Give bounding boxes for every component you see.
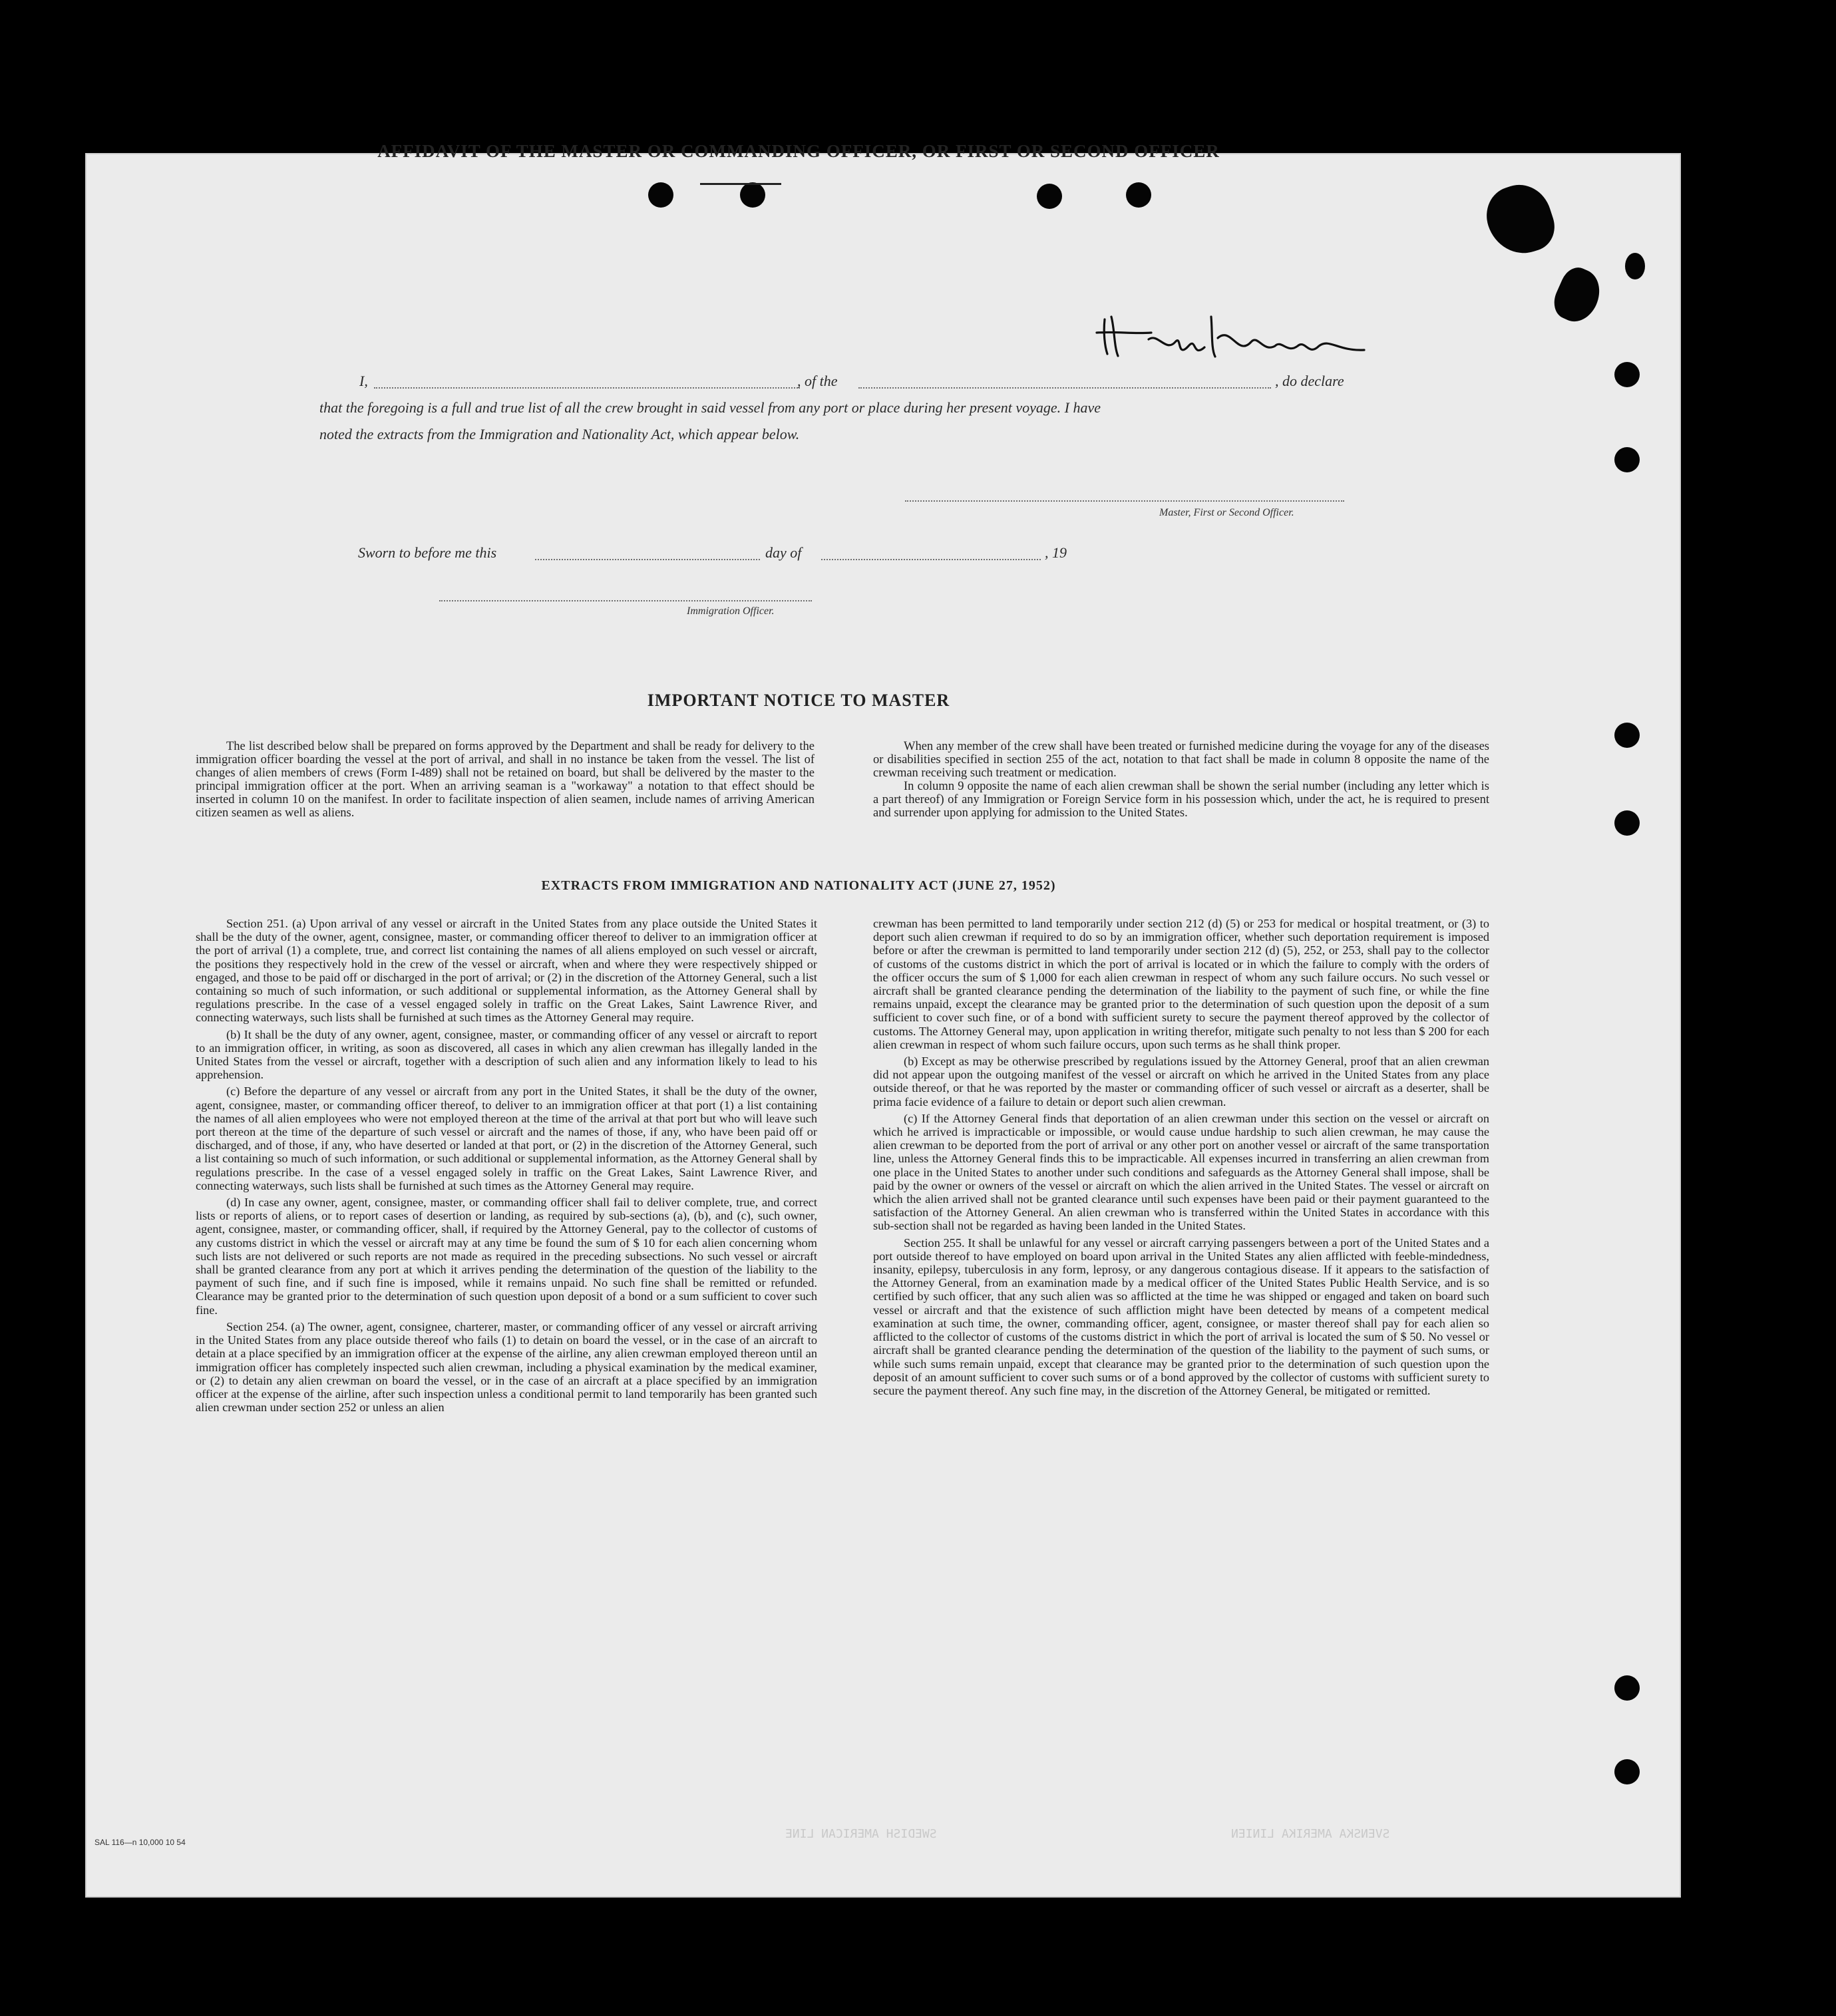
sworn-label: Sworn to before me this: [358, 544, 497, 561]
punch-hole: [1614, 723, 1640, 748]
punch-hole: [740, 182, 765, 208]
punch-hole: [1614, 362, 1640, 387]
notice-paragraph: The list described below shall be prepared on forms approved by the Department and shall be ready for delivery to the immigration officer boarding the vessel at the port of arrival, and shall in no instance be taken from the vessel. The list of changes of alien members of crews (Form I-489) shall not be retained on board, but shall be delivered by the master to the principal immigration officer at the port. When an arriving seaman is a "workaway" a notation to that effect should be inserted in column 10 on the manifest. In order to facilitate inspection of alien seamen, include names of arriving American citizen seamen as well as aliens.: [196, 740, 815, 820]
form-code: SAL 116—n 10,000 10 54: [94, 1838, 186, 1847]
bleed-through-text: SVENSKA AMERIKA LINIEN: [1231, 1827, 1390, 1841]
section-paragraph: crewman has been permitted to land temporarily under section 212 (d) (5) or 253 for medical or hospital treatment, or (3) to deport such alien crewman if required to do so by an immigration officer, whether such deportation requirement is imposed before or after the crewman is permitted to land temporarily under section 212 (d) (5), 252, or 253, shall pay to the collector of customs of the customs district in which the port of arrival is located or in which the failure to comply with the orders of the officer occurs the sum of $ 1,000 for each alien crewman in respect of whom any such failure occurs. No such vessel or aircraft shall be granted clearance pending the determination of the liability to the payment of such fine, or while the fine remains unpaid, except the clearance may be granted prior to the determination of such question upon the deposit of a sum sufficient to cover such fine, or of a bond with sufficient surety to secure the payment thereof approved by the collector of customs. The Attorney General may, upon application in writing therefor, mitigate such penalty to not less than $ 200 for each alien crewman in respect of whom such failure occurs, upon such terms as he shall think proper.: [873, 917, 1489, 1051]
bleed-through-text: SWEDISH AMERICAN LINE: [785, 1827, 937, 1841]
punch-hole: [1614, 1759, 1640, 1784]
signer-caption: Master, First or Second Officer.: [1159, 507, 1294, 518]
notice-paragraph: When any member of the crew shall have been treated or furnished medicine during the voyage for any of the diseases or disabilities specified in section 255 of the act, notation to that fact shall be made in column 8 opposite the name of the crewman receiving such treatment or medication.: [873, 740, 1489, 780]
section-paragraph: (b) It shall be the duty of any owner, agent, consignee, master, or commanding officer of any vessel or aircraft to report to an immigration officer, in writing, as soon as discovered, all cases in which any alien crewman has illegally landed in the United States from the vessel or aircraft, together with a description of such alien and any information likely to lead to his apprehension.: [196, 1027, 817, 1082]
title-underline: [700, 183, 781, 185]
affidavit-statement-line: noted the extracts from the Immigration and Nationality Act, which appear below.: [319, 426, 800, 442]
extracts-title: EXTRACTS FROM IMMIGRATION AND NATIONALITY ACT (JUNE 27, 1952): [541, 878, 1056, 893]
affidavit-title: AFFIDAVIT OF THE MASTER OR COMMANDING OFFICER, OR FIRST OR SECOND OFFICER: [377, 141, 1220, 161]
day-of-label: day of: [765, 544, 802, 561]
affidavit-statement-line: that the foregoing is a full and true list of all the crew brought in said vessel from any port or place during her present voyage. I have: [319, 399, 1101, 416]
section-paragraph: Section 251. (a) Upon arrival of any vessel or aircraft in the United States from any place outside the United States it shall be the duty of the owner, agent, consignee, master, or commanding officer thereof to deliver to an immigration officer at the port of arrival (1) a complete, true, and correct list containing the names of all aliens employed on such vessel or aircraft, the positions they respectively hold in the crew of the vessel or aircraft, when and where they were respectively shipped or engaged, and those to be paid off or discharged in the port of arrival; or (2) in the discretion of the Attorney General, such a list containing so much of such information, or such additional or supplemental information, as the Attorney General shall by regulations prescribe. In the case of a vessel engaged solely in traffic on the Great Lakes, Saint Lawrence River, and connecting waterways, such lists shall be furnished at such times as the Attorney General may require.: [196, 917, 817, 1025]
officer-signature-line: [439, 600, 812, 601]
name-blank: [374, 387, 800, 389]
punch-hole: [1037, 184, 1062, 209]
year-label: , 19: [1045, 544, 1067, 561]
notice-paragraph: In column 9 opposite the name of each alien crewman shall be shown the serial number (including any letter which is a part thereof) of any Immigration or Foreign Service form in his possession which, under the act, he is required to present and surrender upon applying for admission to the United States.: [873, 780, 1489, 820]
master-signature: [1018, 293, 1377, 373]
ink-blot: [1625, 253, 1645, 279]
section-paragraph: (c) If the Attorney General finds that deportation of an alien crewman under this section on the vessel or aircraft on which he arrived is impracticable or impossible, or would cause undue hardship to such alien crewman, he may cause the alien crewman to be deported from the port of arrival or any other port on another vessel or aircraft of the same transportation line, unless the Attorney General finds this to be impracticable. All expenses incurred in transferring an alien crewman from one place in the United States to another under such conditions and safeguards as the Attorney General shall impose, shall be paid by the owner or owners of the vessel or aircraft on which the alien arrived in the United States. The vessel or aircraft on which the alien arrived shall not be granted clearance until such expenses have been paid or their payment guaranteed to the satisfaction of the Attorney General. An alien crewman who is transferred within the United States in accordance with this sub-section shall not be regarded as having been landed in the United States.: [873, 1111, 1489, 1233]
notice-right-column: [873, 740, 1489, 820]
section-paragraph: (c) Before the departure of any vessel or aircraft from any port in the United States, it shall be the duty of the owner, agent, consignee, master, or commanding officer thereof, to deliver to an immigration officer at that port (1) a list containing the names of all alien employees who were not employed thereon at the time of the arrival at that port but who will leave such port thereon at the time of the departure of such vessel or aircraft and the names of those, if any, who have been paid off or discharged, and of those, if any, who have deserted or landed at that port, or (2) in the discretion of the Attorney General, such a list containing so much of such information, or such additional or supplemental information, as the Attorney General shall by regulations prescribe. In the case of a vessel engaged solely in traffic on the Great Lakes, Saint Lawrence River, and connecting waterways, such lists shall be furnished at such times as the Attorney General may require.: [196, 1085, 817, 1192]
section-paragraph: (b) Except as may be otherwise prescribed by regulations issued by the Attorney General, proof that an alien crewman did not appear upon the outgoing manifest of the vessel or aircraft on which he arrived in the United States from any place outside thereof, or that he was reported by the master or commanding officer of such vessel or aircraft as a deserter, shall be prima facie evidence of a failure to detain or deport such alien crewman.: [873, 1055, 1489, 1108]
signature-line: [905, 500, 1344, 502]
notice-left-column: [196, 740, 815, 820]
sworn-month-blank: [821, 559, 1041, 560]
affidavit-declare-label: , do declare: [1275, 373, 1344, 389]
punch-hole: [1614, 447, 1640, 472]
extracts-left-column: [196, 917, 817, 1417]
section-paragraph: Section 255. It shall be unlawful for any vessel or aircraft carrying passengers between a port of the United States and a port outside thereof to have employed on board upon arrival in the United States any alien afflicted with feeble-mindedness, insanity, epilepsy, tuberculosis in any form, leprosy, or any dangerous contagious disease. If it appears to the satisfaction of the Attorney General, from an examination made by a medical officer of the United States Public Health Service, and is so certified by such officer, that any such alien was so afflicted at the time he was shipped or engaged and taken on board such vessel or aircraft and that the existence of such affliction might have been detected by means of a competent medical examination at such time, the owner, commanding officer, agent, consignee, or master thereof shall pay for each alien so afflicted to the collector of customs of the customs district in which the port of arrival is located the sum of $ 50. No vessel or aircraft shall be granted clearance pending the determination of the question of the liability to the payment of such sums, or while such sums remain unpaid, except that clearance may be granted prior to the determination of such question upon the deposit of an amount sufficient to cover such sums or of a bond approved by the collector of customs with sufficient surety to secure the payment thereof. Any such fine may, in the discretion of the Attorney General, be mitigated or remitted.: [873, 1236, 1489, 1397]
extracts-right-column: [873, 917, 1489, 1401]
punch-hole: [1126, 182, 1151, 208]
section-paragraph: Section 254. (a) The owner, agent, consignee, charterer, master, or commanding officer of any vessel or aircraft arriving in the United States from any place outside thereof who fails (1) to detain on board the vessel, or in the case of an aircraft to detain at a place specified by an immigration officer at the expense of the airline, any alien crewman employed thereon until an immigration officer has completely inspected such alien crewman, including a physical examination by the medical examiner, or (2) to detain any alien crewman on board the vessel, or in the case of an aircraft at a place specified by an immigration officer at the expense of the airline, after such inspection unless a conditional permit to land temporarily has been granted such alien crewman under section 252 or unless an alien: [196, 1319, 817, 1415]
sworn-day-blank: [535, 559, 760, 560]
immigration-officer-caption: Immigration Officer.: [687, 605, 775, 617]
affidavit-i-label: I,: [359, 373, 368, 389]
notice-title: IMPORTANT NOTICE TO MASTER: [647, 691, 950, 710]
punch-hole: [1614, 1675, 1640, 1701]
affidavit-of-the-label: , of the: [797, 373, 838, 389]
punch-hole: [1614, 810, 1640, 836]
section-paragraph: (d) In case any owner, agent, consignee, master, or commanding officer shall fail to deliver complete, true, and correct lists or reports of aliens, or to report cases of desertion or landing, as required by sub-sections (a), (b), and (c), such owner, agent, consignee, master, or commanding officer, shall, if required by the Attorney General, pay to the collector of customs of any customs district in which the vessel or aircraft may at any time be found the sum of $ 10 for each alien concerning whom such lists are not delivered or such reports are not made as required in the preceding subsections. No such vessel or aircraft shall be granted clearance from any port at which it arrives pending the determination of the question of the liability to the payment of such fine, and if such fine is imposed, while it remains unpaid. No such fine shall be remitted or refunded. Clearance may be granted prior to the determination of such question upon deposit of a bond or a sum sufficient to cover such fine.: [196, 1196, 817, 1317]
vessel-blank: [858, 387, 1271, 389]
punch-hole: [648, 182, 673, 208]
